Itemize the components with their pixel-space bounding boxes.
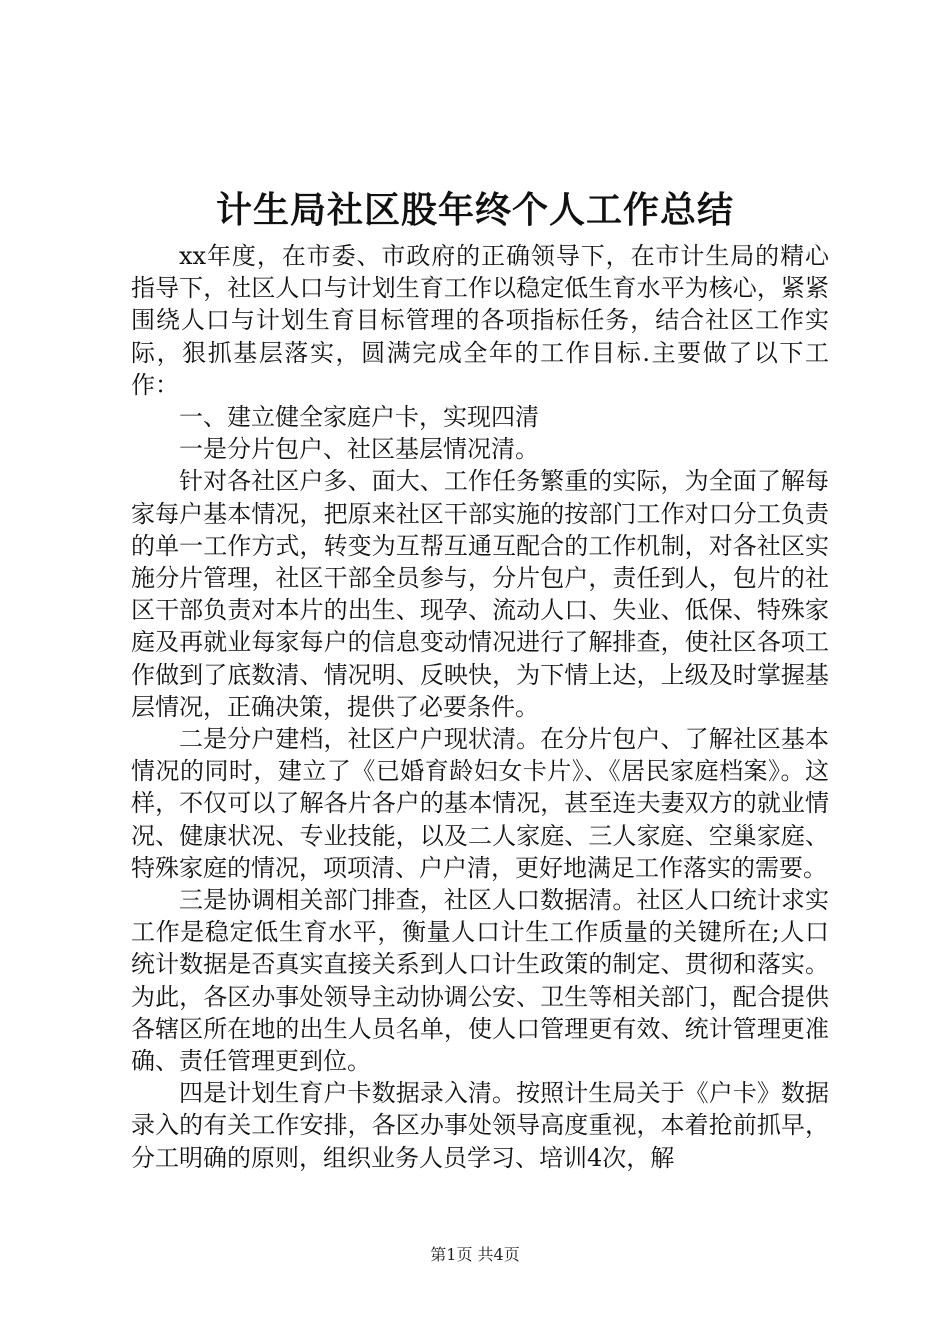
paragraph-item-1-detail: 针对各社区户多、面大、工作任务繁重的实际，为全面了解每家每户基本情况，把原来社区干部实施的按部门工作对口分工负责的单一工作方式，转变为互帮互通互配合的工作机制，对各社区实施分片管理，社区干部全员参与，分片包户，责任到人，包片的社区干部负责对本片的出生、现孕、流动人口、失业、低保、特殊家庭及再就业每家每户的信息变动情况进行了解排查，使社区各项工作做到了底数清、情况明、反映快，为下情上达，上级及时掌握基层情况，正确决策，提供了必要条件。 [131,467,829,721]
paragraph-intro: xx年度，在市委、市政府的正确领导下，在市计生局的精心指导下，社区人口与计划生育工作以稳定低生育水平为核心，紧紧围绕人口与计划生育目标管理的各项指标任务，结合社区工作实际，狠抓基层落实，圆满完成全年的工作目标.主要做了以下工作： [131,242,829,399]
paragraph-item-2: 二是分户建档，社区户户现状清。在分片包户、了解社区基本情况的同时，建立了《已婚育龄妇女卡片》、《居民家庭档案》。这样，不仅可以了解各片各户的基本情况，甚至连夫妻双方的就业情况、健康状况、专业技能，以及二人家庭、三人家庭、空巢家庭、特殊家庭的情况，项项清、户户清，更好地满足工作落实的需要。 [131,725,829,882]
document-body [131,240,829,1174]
document-title: 计生局社区股年终个人工作总结 [215,189,734,231]
paragraph-item-4: 四是计划生育户卡数据录入清。按照计生局关于《户卡》数据录入的有关工作安排，各区办事处领导高度重视，本着抢前抓早，分工明确的原则，组织业务人员学习、培训4次，解 [131,1079,829,1172]
page-number-footer: 第1页 共4页 [430,1245,520,1264]
section-heading-1: 一、建立健全家庭户卡，实现四清 [179,403,539,432]
paragraph-item-1: 一是分片包户、社区基层情况清。 [179,435,539,464]
paragraph-item-3: 三是协调相关部门排查，社区人口数据清。社区人口统计求实工作是稳定低生育水平，衡量人口计生工作质量的关键所在;人口统计数据是否真实直接关系到人口计生政策的制定、贯彻和落实。为此，各区办事处领导主动协调公安、卫生等相关部门，配合提供各辖区所在地的出生人员名单，使人口管理更有效、统计管理更准确、责任管理更到位。 [131,886,829,1076]
